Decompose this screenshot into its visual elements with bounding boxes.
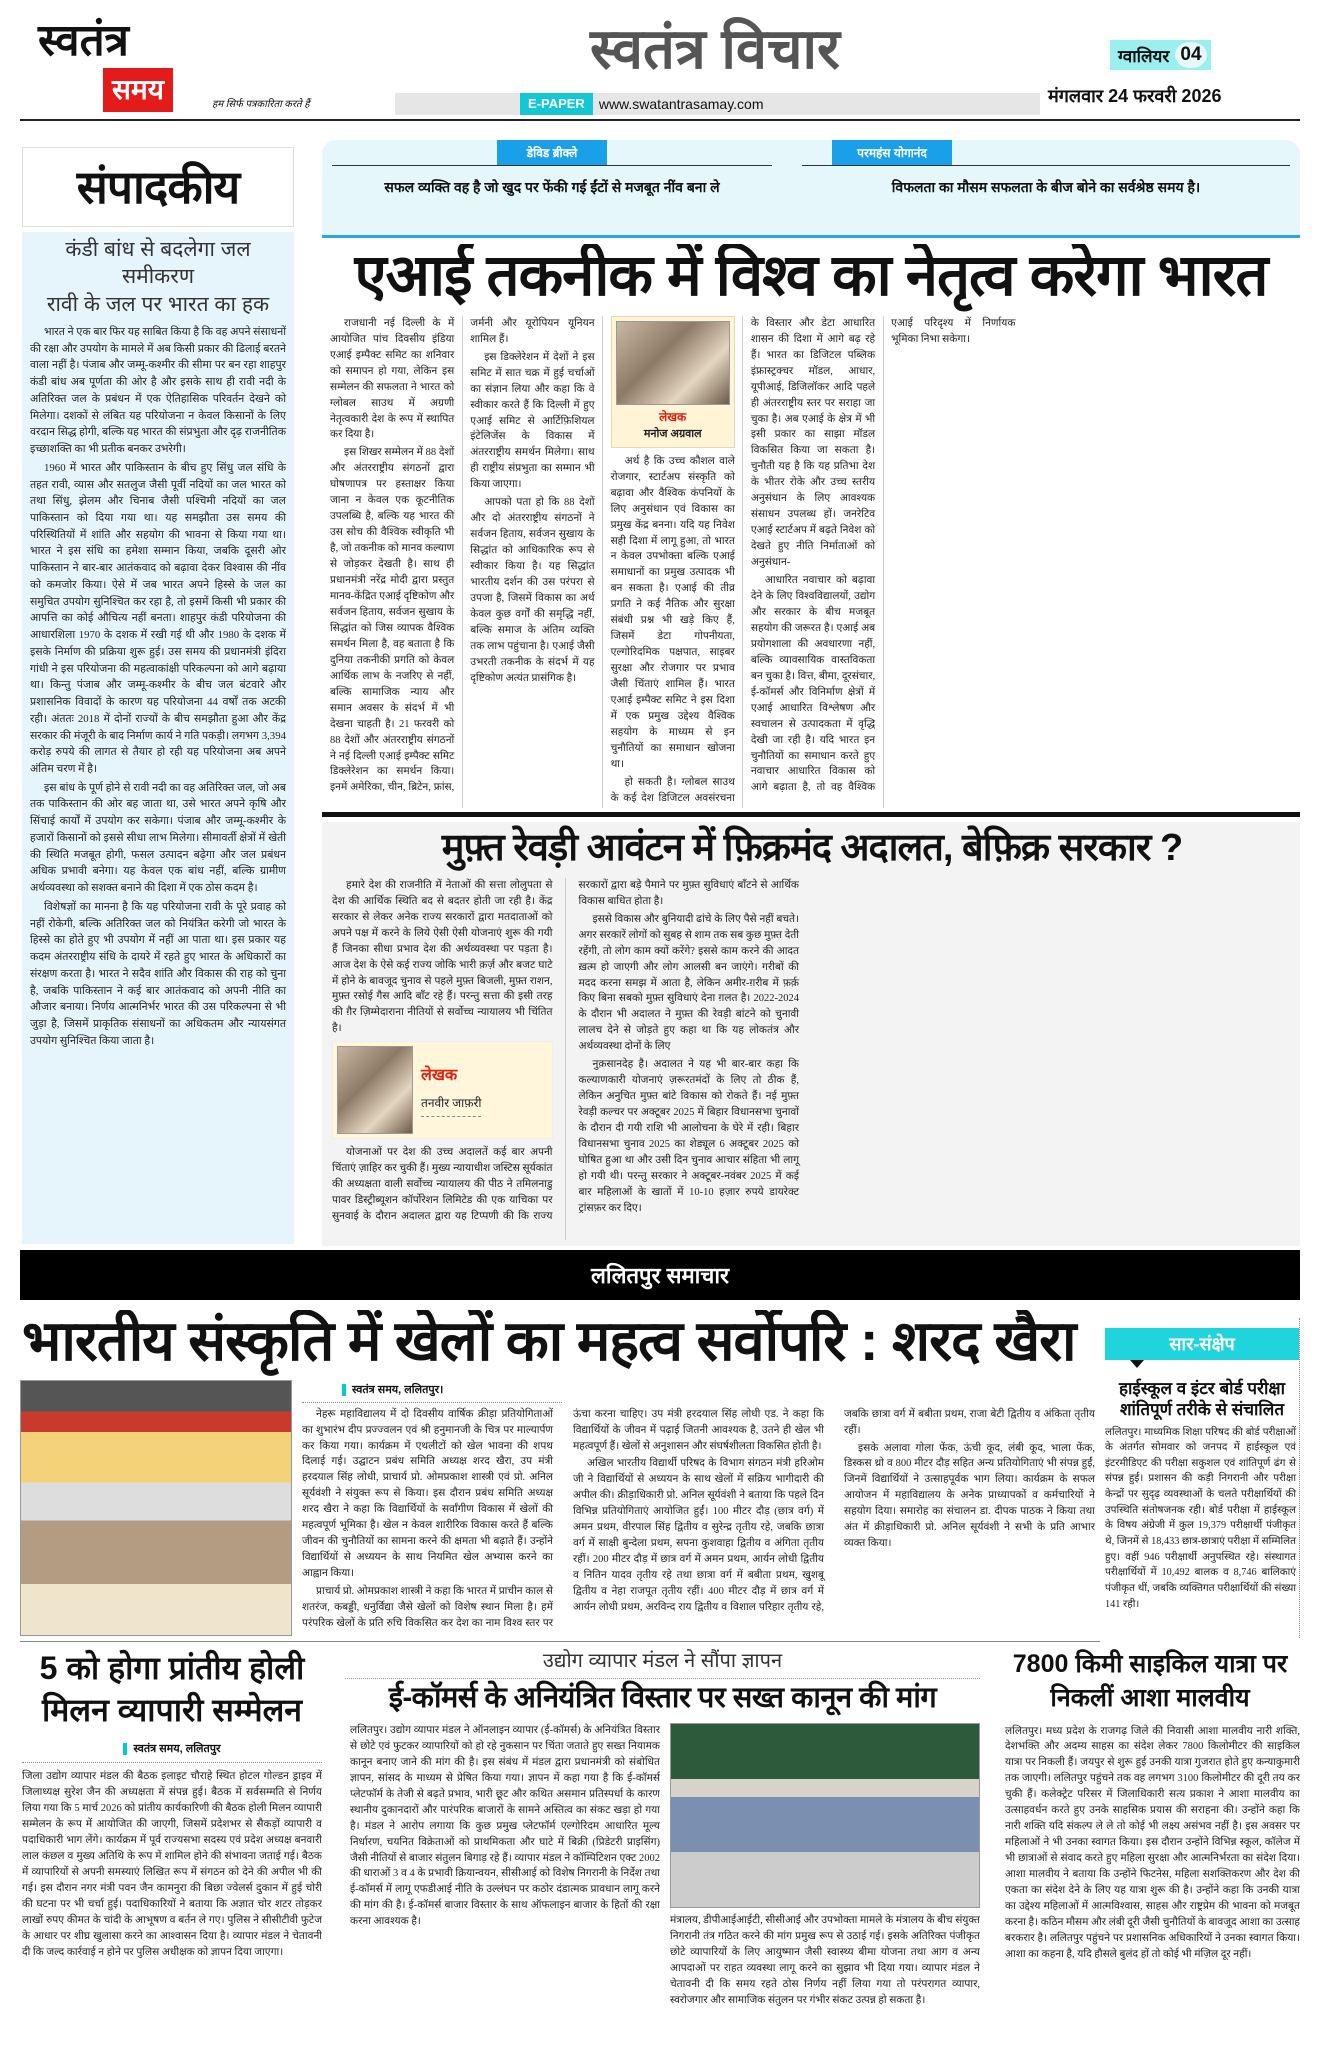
paragraph: हमारे देश की राजनीति में नेताओं की सत्ता लोलुपता से देश की आर्थिक स्थिति बद से बदतर होती जा रही है। केंद्र सरकार से लेकर अनेक राज्य सरकारों द्वारा मतदाताओं को अपने पक्ष में करने के लिये ऐसी ऐसी योजनाएं शुरू की गयी हैं जिनका सीधा प्रभाव देश की अर्थव्यवस्था पर पड़ता है। आज देश के ऐसे कई राज्य जोकि भारी क़र्ज़ और बजट घाटे में होने के बावजूद चुनाव से पहले मुफ़्त बिजली, मुफ़्त राशन, मुफ़्त रसोई गैस आदि बाँट रहे हैं। परन्तु सत्ता की इसी तरह की ग़ैर ज़िम्मेदाराना नीतियों से सर्वोच्च न्यायालय भी चिंतित है। [332, 879, 553, 1035]
quote-text: विफलता का मौसम सफलता के बीज बोने का सर्वश्रेष्ठ समय है। [891, 179, 1201, 195]
ecom-right [670, 1723, 980, 2040]
cycle-article [1000, 1648, 1300, 2040]
ecom-article [345, 1648, 980, 2040]
paragraph: भारत ने एक बार फिर यह साबित किया है कि वह अपने संसाधनों की रक्षा और उपयोग के मामले में अब किसी प्रकार की ढिलाई बरतने वाला नहीं है। पंजाब और जम्मू-कश्मीर की सीमा पर बन रहा शाहपुर कंडी बांध अब पूर्णता की ओर है और इसके साथ ही रावी नदी के अतिरिक्त जल के प्रबंधन में एक ऐतिहासिक परिवर्तन देखने को मिलेगा। दशकों से लंबित यह परियोजना न केवल किसानों के लिए वरदान सिद्ध होगी, बल्कि यह भारत की संप्रभुता और दृढ़ राजनीतिक इच्छाशक्ति का भी प्रतीक बनकर उभरेगी। [30, 325, 286, 456]
masthead [0, 0, 1318, 120]
issue-date: मंगलवार 24 फरवरी 2026 [1048, 86, 1222, 106]
logo-bottom: समय [103, 68, 173, 112]
ecom-kicker: उद्योग व्यापार मंडल ने सौंपा ज्ञापन [345, 1648, 980, 1679]
ai-article-body [330, 316, 1296, 808]
editorial-label-box [22, 147, 294, 227]
paragraph: विशेषज्ञों का मानना है कि यह परियोजना रावी के पूरे प्रवाह को नहीं रोकेगी, बल्कि अतिरिक्त जल को नियंत्रित करेगी जो भारत के हिस्से का होते हुए भी उपयोग में नहीं आ पाता था। इस प्रकार यह कदम अंतरराष्ट्रीय संधि के दायरे में रहते हुए भारत के अधिकारों का संरक्षण करता है। भारत ने सदैव शांति और विकास की राह को चुना है, जबकि पाकिस्तान ने कई बार आतंकवाद को अपनी नीति का औजार बनाया। निर्णय आत्मनिर्भर भारत की उस परिकल्पना से भी जुड़ा है, जिसमें प्राकृतिक संसाधनों का अधिकतम और न्यायसंगत उपयोग सुनिश्चित किया जाता है। [30, 900, 286, 1047]
page-number: 04 [1175, 42, 1206, 68]
brief-column [1105, 1318, 1300, 1638]
sports-article [20, 1310, 1095, 1636]
editorial-headline-1: कंडी बांध से बदलेगा जल समीकरण [65, 238, 251, 289]
ecom-content [345, 1723, 980, 2040]
paragraph: योजनाओं पर देश की उच्च अदालतें कई बार अपनी चिंताएं ज़ाहिर कर चुकी हैं। मुख्य न्यायाधीश जस्टिस सूर्यकांत की अध्यक्षता वाली सर्वोच्च न्यायालय की पीठ ने तमिलनाडु पावर डिस्ट्रीब्यूशन कॉर्पोरेशन लिमिटेड की एक याचिका पर सुनवाई के दौरान अदालत द्वारा यह टिप्पणी की कि राज्य सरकारों द्वारा बड़े पैमाने पर मुफ़्त सुविधाएं बाँटने से आर्थिक विकास बाधित होता है। [332, 879, 799, 1223]
cycle-headline: 7800 किमी साइकिल यात्रा पर निकलीं आशा मालवीय [1012, 1650, 1288, 1712]
section-rule [322, 812, 1300, 817]
holi-byline: स्वतंत्र समय, ललितपुर [123, 1743, 220, 1755]
paragraph: अखिल भारतीय विद्यार्थी परिषद के विभाग संगठन मंत्री हरिओम जी ने विद्यार्थियों से अध्ययन के साथ खेलों में सक्रिय भागीदारी की अपील की। क्रीड़ाधिकारी प्रो. अनिल सूर्यवंशी ने बताया कि पहले दिन विभिन्न प्रतियोगिताएं आयोजित हुईं। 100 मीटर दौड़ (छात्र वर्ग) में अमन प्रथम, वीरपाल सिंह द्वितीय व सुरेन्द्र तृतीय रहे, जबकि छात्रा वर्ग में साक्षी बुन्देला प्रथम, सपना कुशवाहा द्वितीय व अंगिता तृतीय रहीं। 200 मीटर दौड़ में छात्र वर्ग में अमन प्रथम, आर्यन लोधी द्वितीय व नितिन यादव तृतीय रहे तथा छात्रा वर्ग में बबीता प्रथम, खुशबू द्वितीय व नेहा राजपूत तृतीय रहीं। 400 मीटर दौड़ में छात्र वर्ग में आर्यन लोधी प्रथम, अरविन्द राय द्वितीय व विशाल परिहार तृतीय रहे, जबकि छात्रा वर्ग में बबीता प्रथम, राजा बेटी द्वितीय व अंकिता तृतीय रहीं। [573, 1408, 1095, 1614]
ai-article [322, 244, 1300, 808]
brief-text: ललितपुर। माध्यमिक शिक्षा परिषद की बोर्ड परीक्षाओं के अंतर्गत सोमवार को जनपद में हाईस्कूल एवं इंटरमीडिएट की परीक्षा सकुशल एवं शांतिपूर्ण ढंग से संपन्न हुई। प्रशासन की कड़ी निगरानी और परीक्षा केन्द्रों पर सुदृढ़ व्यवस्थाओं के चलते परीक्षार्थियों की उपस्थिति संतोषजनक रही। बोर्ड परीक्षा में हाईस्कूल के विषय अंग्रेजी में कुल 19,379 परीक्षार्थी पंजीकृत थे, जिनमें से 18,433 छात्र-छात्राएं परीक्षा में सम्मिलित हुए। वहीं 946 परीक्षार्थी अनुपस्थित रहे। संस्थागत परीक्षार्थियों में 10,492 बालक व 8,746 बालिकाएं पंजीकृत थीं, जबकि व्यक्तिगत परीक्षार्थियों की संख्या 141 रही। [1105, 1426, 1296, 1610]
paragraph: अर्थ है कि उच्च कौशल वाले रोजगार, स्टार्टअप संस्कृति को बढ़ावा और वैश्विक कंपनियों के लिए अनुसंधान एवं विकास का प्रमुख केंद्र बनना। यदि यह निवेश सही दिशा में लागू हुआ, तो भारत न केवल उपभोक्ता बल्कि एआई समाधानों का प्रमुख उत्पादक भी बन सकता है। एआई की तीव्र प्रगति ने कई नैतिक और सुरक्षा संबंधी प्रश्न भी खड़े किए हैं, जिसमें डेटा गोपनीयता, एल्गोरिदमिक पक्षपात, साइबर सुरक्षा और रोजगार पर प्रभाव जैसी चिंताएं शामिल हैं। भारत एआई इम्पैक्ट समिट ने इस दिशा में एक प्रमुख उद्देश्य वैश्विक सहयोग के माध्यम से इन चुनौतियों का समाधान खोजना था। [610, 455, 735, 770]
paper-title: स्वतंत्र विचार [590, 17, 840, 80]
epaper-bar [395, 93, 1040, 115]
sports-text [302, 1380, 1095, 1636]
holi-article [22, 1648, 322, 2040]
paragraph: इससे विकास और बुनियादी ढांचे के लिए पैसे नहीं बचते। अगर सरकारें लोगों को सुबह से शाम तक सब कुछ मुफ़्त देती रहेंगी, तो लोग काम क्यों करेंगे? इससे काम करने की आदत ख़त्म हो जाएगी और लोग आलसी बन जाएंगे। गरीबों की मदद करना समझ में आता है, लेकिन अमीर-ग़रीब में फ़र्क़ किए बिना सबको मुफ़्त सुविधाएं देना ग़लत है। 2022-2024 के दौरान भी अदालत ने मुफ़्त की रेवड़ी बांटने को चुनावी लालच देने से जोड़ते हुए कहा था कि यह लोकतंत्र और अर्थव्यवस्था दोनों के लिए [578, 913, 799, 1053]
brief-headline: हाईस्कूल व इंटर बोर्ड परीक्षा शांतिपूर्ण तरीके से संचालित [1119, 1379, 1285, 1420]
tagline: हम सिर्फ पत्रकारिता करते हैं [212, 99, 310, 110]
sports-byline-row [302, 1380, 562, 1403]
quote-author: परमहंस योगानंद [832, 140, 952, 165]
ecom-headline: ई-कॉमर्स के अनियंत्रित विस्तार पर सख्त कानून की मांग [388, 1682, 937, 1714]
paragraph: नेहरू महाविद्यालय में दो दिवसीय वार्षिक क्रीड़ा प्रतियोगिताओं का शुभारंभ दीप प्रज्ज्वलन एवं श्री हनुमानजी के चित्र पर माल्यार्पण कर किया गया। कार्यक्रम में एथलीटों को खेल भावना की शपथ दिलाई गई। उद्घाटन प्रबंध समिति अध्यक्ष शरद खैरा, उप मंत्री हरदयाल सिंह लोधी, प्राचार्य प्रो. ओमप्रकाश शास्त्री एवं प्रो. अनिल सूर्यवंशी ने संयुक्त रूप से किया। इस दौरान प्रबंध समिति अध्यक्ष शरद खैरा ने कहा कि विद्यार्थियों के सर्वांगीण विकास में खेलों की महत्वपूर्ण भूमिका है। खेल न केवल शारीरिक विकास करते हैं बल्कि जीवन की चुनौतियों का सामना करने की क्षमता भी बढ़ाते हैं। उन्होंने विद्यार्थियों से अध्ययन के साथ नियमित खेल अभ्यास करने का आह्वान किया। [302, 1408, 553, 1580]
editorial-body [30, 324, 286, 1050]
quote-1 [332, 140, 772, 197]
revdi-author-box [332, 1041, 553, 1139]
author-photo [337, 1046, 413, 1134]
author-photo [616, 321, 730, 405]
revdi-body [332, 878, 1292, 1240]
editorial-label: संपादकीय [76, 160, 240, 213]
sports-headline: भारतीय संस्कृति में खेलों का महत्व सर्वोपरि : शरद खैरा [22, 1310, 1076, 1372]
author-label: लेखक [421, 1066, 458, 1084]
paragraph: इस डिक्लेरेशन में देशों ने इस समिट में सात चक्र में हुई चर्चाओं का संज्ञान लिया और कहा कि वे स्वीकार करते हैं कि दिल्ली में हुए एआई समिट से आर्टिफ़िशियल इंटेलिजेंस के विकास में अंतरराष्ट्रीय समर्थन मिलेगा। साथ ही राष्ट्रीय संप्रभुता का सम्मान भी किया जाएगा। [470, 351, 595, 491]
revdi-headline: मुफ़्त रेवड़ी आवंटन में फ़िक्रमंद अदालत, बेफ़िक्र सरकार ? [441, 827, 1183, 869]
cycle-body: ललितपुर। मध्य प्रदेश के राजगढ़ जिले की निवासी आशा मालवीय नारी शक्ति, देशभक्ति और अदम्य साहस का संदेश लेकर 7800 किलोमीटर की साइकिल यात्रा पर निकली हैं। जयपुर से शुरू हुई उनकी यात्रा गुजरात होते हुए कन्याकुमारी तक जाएगी। ललितपुर पहुंचने तक वह लगभग 3100 किलोमीटर की दूरी तय कर चुकी हैं। कलेक्ट्रेट परिसर में जिलाधिकारी सत्य प्रकाश ने आशा मालवीय का उत्साहवर्धन करते हुए उनके साहसिक प्रयास की सराहना की। उन्होंने कहा कि नारी शक्ति यदि संकल्प ले ले तो कोई भी लक्ष्य असंभव नहीं है। इस अवसर पर महिलाओं ने भी उनका स्वागत किया। इस दौरान उन्होंने विभिन्न स्कूल, कॉलेज में भी छात्राओं से संवाद करते हुए महिला सुरक्षा और आत्मनिर्भरता का संदेश दिया। आशा मालवीय ने बताया कि उन्होंने फिटनेस, महिला सशक्तिकरण और देश की एकता का संदेश देने के लिए यह यात्रा शुरू की है। उन्होंने कहा कि उनकी यात्रा का उद्देश्य महिलाओं में आत्मविश्वास, साहस और राष्ट्रप्रेम की भावना को मजबूत करना है। कठिन मौसम और लंबी दूरी जैसी चुनौतियों के बावजूद आशा का उत्साह बरकरार है। ललितपुर पहुंचने पर प्रशासनिक अधिकारियों ने उनका स्वागत किया। आशा का कहना है, यदि हौसले बुलंद हों तो कोई भी मंज़िल दूर नहीं। [1005, 1725, 1300, 1960]
ecom-body-2: मंत्रालय, डीपीआईआईटी, सीसीआई और उपभोक्ता मामले के मंत्रालय के बीच संयुक्त निगरानी तंत्र गठित करने की मांग प्रमुख रूप से उठाई गई। इसके अतिरिक्त पंजीकृत छोटे व्यापारियों के लिए आयुष्मान जैसी स्वास्थ्य बीमा योजना तथा आग व अन्य आपदाओं पर राहत व्यवस्था लागू करने का सुझाव भी दिया गया। व्यापार मंडल ने चेतावनी दी कि समय रहते ठोस निर्णय नहीं लिया गया तो परंपरागत व्यापार, स्वरोजगार और सामाजिक संतुलन पर गंभीर संकट उत्पन्न हो सकता है। [670, 1914, 980, 2006]
paragraph: आधारित नवाचार को बढ़ावा देने के लिए विश्वविद्यालयों, उद्योग और सरकार के बीच मजबूत सहयोग की जरूरत है। एआई अब प्रयोगशाला की अवधारणा नहीं, बल्कि व्यावसायिक वास्तविकता बन चुका है। वित्त, बीमा, दूरसंचार, ई-कॉमर्स और विनिर्माण क्षेत्रों में एआई आधारित विश्लेषण और स्वचालन से उत्पादकता में वृद्धि देखी जा रही है। यदि भारत इन चुनौतियों का समाधान करते हुए नवाचार आधारित विकास को आगे बढ़ाता है, तो वह वैश्विक एआई परिदृश्य में निर्णायक भूमिका निभा सकेगा। [750, 317, 1016, 794]
paragraph: इसके अलावा गोला फेंक, ऊंची कूद, लंबी कूद, भाला फेंक, डिस्कस थ्रो व 800 मीटर दौड़ सहित अन्य प्रतियोगिताएं भी संपन्न हुईं, जिनमें विद्यार्थियों ने उत्साहपूर्वक भाग लिया। कार्यक्रम के सफल आयोजन में महाविद्यालय के अनेक प्राध्यापकों व कर्मचारियों ने सहयोग दिया। समारोह का संचालन डा. दीपक पाठक ने किया तथा अंत में क्रीड़ाधिकारी प्रो. अनिल सूर्यवंशी ने सभी के प्रति आभार व्यक्त किया। [844, 1442, 1095, 1550]
edition-city: ग्वालियर [1118, 46, 1170, 66]
ecom-body-1: ललितपुर। उद्योग व्यापार मंडल ने ऑनलाइन व्यापार (ई-कॉमर्स) के अनियंत्रित विस्तार से छोटे एवं फुटकर व्यापारियों को हो रहे नुकसान पर चिंता जताते हुए सख्त नियामक कानून बनाए जाने की मांग की है। इस संबंध में मंडल द्वारा प्रधानमंत्री को संबोधित ज्ञापन, सांसद के माध्यम से प्रेषित किया गया। ज्ञापन में कहा गया है कि ई-कॉमर्स प्लेटफॉर्म के तेजी से बढ़ते प्रभाव, भारी छूट और कथित असमान प्रतिस्पर्धा के कारण स्थानीय दुकानदारों और पारंपरिक बाजारों के सामने अस्तित्व का संकट खड़ा हो गया है। मंडल ने आरोप लगाया कि कुछ प्रमुख प्लेटफॉर्म एल्गोरिदम आधारित मूल्य निर्धारण, चयनित विक्रेताओं को प्राथमिकता और घाटे में बिक्री (प्रिडेटरी प्राइसिंग) जैसी नीतियों से बाजार संतुलन बिगाड़ रहे हैं। व्यापार मंडल ने कॉम्पिटिशन एक्ट 2002 की धाराओं 3 व 4 के प्रभावी क्रियान्वयन, सीसीआई को विशेष निगरानी के निर्देश तथा ई-कॉमर्स में लागू एफडीआई नीति के उल्लंघन पर कठोर दंडात्मक प्रावधान लागू करने की मांग की है। ई-कॉमर्स बाजार विस्तार के साथ ऑफलाइन बाजार के हितों की रक्षा करना आवश्यक है। [350, 1724, 660, 1928]
quote-author: डेविड ब्रीक्ले [497, 140, 607, 165]
holi-body: जिला उद्योग व्यापार मंडल की बैठक इलाइट चौराहे स्थित होटल गोल्डन ड्राइव में जिलाध्यक्ष सुरेश जैन की अध्यक्षता में संपन्न हुई। बैठक में सर्वसम्मति से निर्णय लिया गया कि 5 मार्च 2026 को प्रांतीय कार्यकारिणी की बैठक होली मिलन व्यापारी सम्मेलन के रूप में आयोजित की जाएगी, जिसमें प्रदेशभर से सैकड़ों व्यापारी व पदाधिकारी भाग लेंगे। कार्यक्रम में पूर्व राज्यसभा सदस्य एवं प्रदेश अध्यक्ष बनवारी लाल कंछल व मुख्य अतिथि के रूप में शामिल होने की संभावना जताई गई। बैठक में व्यापारियों से अपनी समस्याएं लिखित रूप में संगठन को देने की अपील भी की गई। इस दौरान नगर मंत्री पवन जैन कामनुरा की बिछा ज्वेलर्स दुकान में हुई चोरी की घटना पर भी चर्चा हुई। पदाधिकारियों ने बताया कि अज्ञात चोर शटर तोड़कर लाखों रुपए कीमत के चांदी के आभूषण व बर्तन ले गए। पुलिस ने सीसीटीवी फुटेज के आधार पर शीघ्र खुलासा करने का आश्वासन दिया है। व्यापार मंडल ने चेतावनी दी कि जल्द कार्रवाई न होने पर पुलिस अधीक्षक को ज्ञापन दिया जाएगा। [22, 1771, 322, 1958]
masthead-rule [20, 119, 1300, 121]
revdi-panel [322, 822, 1300, 1246]
brief-label: सार-संक्षेप [1105, 1328, 1299, 1360]
author-name: मनोज अग्रवाल [643, 428, 702, 441]
quote-text: सफल व्यक्ति वह है जो खुद पर फेंकी गई ईंटों से मजबूत नींव बना ले [384, 179, 720, 195]
quotes-box [322, 140, 1300, 238]
author-label: लेखक [659, 409, 687, 424]
sports-content [20, 1380, 1095, 1636]
paragraph: हो सकती है। ग्लोबल साउथ के कई देश डिजिटल अवसंरचना के विस्तार और डेटा आधारित शासन की दिशा में आगे बढ़ रहे हैं। भारत का डिजिटल पब्लिक इंफ्रास्ट्रक्चर मॉडल, आधार, यूपीआई, डिजिलॉकर आदि पहले ही अंतरराष्ट्रीय स्तर पर सराहा जा चुका है। अब एआई के क्षेत्र में भी इसी प्रकार का साझा मॉडल विकसित किया जा सकता है। चुनौती यह है कि यह प्रतिभा देश के भीतर रोके और उच्च स्तरीय अनुसंधान के लिए आवश्यक संसाधन उपलब्ध हों। जनरेटिव एआई स्टार्टअप में बढ़ते निवेश को देखते हुए नीति निर्माताओं को अनुसंधान- [610, 317, 876, 804]
paragraph: 1960 में भारत और पाकिस्तान के बीच हुए सिंधु जल संधि के तहत रावी, व्यास और सतलुज जैसी पूर्वी नदियों का जल भारत को तथा सिंधु, झेलम और चिनाब जैसी पश्चिमी नदियों का जल पाकिस्तान को दिया गया था। यह समझौता उस समय की परिस्थितियों में शांति और सहयोग की भावना से किया गया था। भारत ने इस संधि का हमेशा सम्मान किया, जबकि दूसरी ओर पाकिस्तान ने बार-बार आतंकवाद को बढ़ावा देकर विश्वास की नींव को कमजोर किया। ऐसे में जब भारत अपने हिस्से के जल का समुचित उपयोग सुनिश्चित कर रहा है, तो इसमें किसी भी प्रकार की आपत्ति का कोई औचित्य नहीं बनता। शाहपुर कंडी परियोजना की आधारशिला 1970 के दशक में रखी गई थी और 1980 के दशक में इसके निर्माण की प्रक्रिया शुरू हुई। उस समय की प्रधानमंत्री इंदिरा गांधी ने इस परियोजना की महत्वाकांक्षी परिकल्पना को आगे बढ़ाया था। किन्तु पंजाब और जम्मू-कश्मीर के बीच जल बंटवारे और प्रशासनिक विवादों के कारण यह परियोजना 44 वर्षों तक अटकी रही। अंततः 2018 में दोनों राज्यों के बीच समझौता हुआ और केंद्र सरकार की मंजूरी के बाद निर्माण कार्य ने गति पकड़ी। लगभग 3,394 करोड़ रुपये की लागत से तैयार हो रही यह परियोजना अब अपने अंतिम चरण में है। [30, 461, 286, 775]
holi-byline-row [22, 1731, 322, 1763]
quote-2 [802, 140, 1290, 197]
edition-badge [1110, 40, 1211, 70]
website-link[interactable]: www.swatantrasamay.com [598, 96, 764, 112]
ai-headline: एआई तकनीक में विश्व का नेतृत्व करेगा भारत [354, 244, 1268, 308]
paragraph: राजधानी नई दिल्ली के में आयोजित पांच दिवसीय इंडिया एआई इम्पैक्ट समिट का शनिवार को समापन हो गया, लेकिन इस सम्मेलन की सफलता ने भारत को ग्लोबल साउथ में अग्रणी नेतृत्वकारी देश के रूप में स्थापित कर दिया है। [330, 317, 455, 441]
divider [20, 1641, 1100, 1642]
sports-photo [20, 1380, 292, 1636]
editorial-headline-2: रावी के जल पर भारत का हक [46, 292, 270, 316]
section-banner [20, 1250, 1300, 1300]
paragraph: इस शिखर सम्मेलन में 88 देशों और अंतरराष्ट्रीय संगठनों द्वारा घोषणापत्र पर हस्ताक्षर किया जाना न केवल एक कूटनीतिक उपलब्धि है, बल्कि यह भारत की उस सोच की वैश्विक स्वीकृति भी है, जो तकनीक को मानव कल्याण से जोड़कर देखती है। साथ ही प्रधानमंत्री नरेंद्र मोदी द्वारा प्रस्तुत मानव-केंद्रित एआई दृष्टिकोण और सर्वजन हिताय, सर्वजन सुखाय के सिद्धांत को जिस व्यापक वैश्विक समर्थन मिला है, वह बताता है कि दुनिया तकनीकी प्रगति को केवल आर्थिक लाभ के नजरिए से नहीं, बल्कि सामाजिक न्याय और समान अवसर के संदर्भ में भी देखना चाहती है। 21 फरवरी को 88 देशों और अंतरराष्ट्रीय संगठनों ने नई दिल्ली एआई इम्पैक्ट समिट डिक्लेरेशन का समर्थन किया। इनमें अमेरिका, चीन, ब्रिटेन, फ्रांस, जर्मनी और यूरोपियन यूनियन शामिल हैं। [330, 317, 595, 794]
holi-headline: 5 को होगा प्रांतीय होली मिलन व्यापारी सम्मेलन [39, 1650, 305, 1728]
epaper-label: E-PAPER [520, 93, 593, 115]
sports-body [302, 1407, 1095, 1636]
paragraph: आपको पता हो कि 88 देशों और दो अंतरराष्ट्रीय संगठनों ने सर्वजन हिताय, सर्वजन सुखाय के सिद्धांत को आधिकारिक रूप से स्वीकार किया है। यह सिद्धांत भारतीय दर्शन की उस परंपरा से उपजा है, जिसमें विकास का अर्थ केवल कुछ वर्गों की समृद्धि नहीं, बल्कि समाज के अंतिम व्यक्ति तक लाभ पहुंचाना है। एआई जैसी उभरती तकनीक के संदर्भ में यह दृष्टिकोण अत्यंत प्रासंगिक है। [470, 497, 595, 684]
paragraph: नुक़सानदेह है। अदालत ने यह भी बार-बार कहा कि कल्याणकारी योजनाएं ज़रूरतमंदों के लिए तो ठीक हैं, लेकिन अनुचित मुफ़्त बांटे विकास को रोकते हैं। नई मुफ़्त रेवड़ी कल्चर पर अक्टूबर 2025 में बिहार विधानसभा चुनावों के दौरान दी गयी राशि भी आलोचना के घेरे में रही। बिहार विधानसभा चुनाव 2025 का शेड्यूल 6 अक्टूबर 2025 को घोषित हुआ था और उसी दिन चुनाव आचार संहिता भी लागू हो गयी थी। परन्तु सरकार ने अक्टूबर-नवंबर 2025 में कई बार महिलाओं के खातों में 10-10 हज़ार रुपये डायरेक्ट ट्रांसफ़र कर दिए। [578, 1059, 799, 1214]
sports-byline: स्वतंत्र समय, ललितपुर। [342, 1384, 443, 1396]
paragraph: प्राचार्य प्रो. ओमप्रकाश शास्त्री ने कहा कि भारत में प्राचीन काल से शतरंज, कबड्डी, धनुर्विद्या जैसे खेलों को विशेष स्थान मिला है। हमें परंपरिक खेलों के प्रति रुचि विकसित कर देश का नाम विश्व स्तर पर ऊंचा करना चाहिए। उप मंत्री हरदयाल सिंह लोधी एड. ने कहा कि विद्यार्थियों के जीवन में पढ़ाई जितनी आवश्यक है, उतने ही खेल भी महत्वपूर्ण हैं। खेलों से अनुशासन और संघर्षशीलता विकसित होती है। [302, 1408, 824, 1629]
editorial-panel [22, 232, 294, 1244]
paragraph: इस बांध के पूर्ण होने से रावी नदी का वह अतिरिक्त जल, जो अब तक पाकिस्तान की ओर बह जाता था, उसे भारत अपने कृषि और सिंचाई कार्यों में उपयोग कर सकेगा। पंजाब और जम्मू-कश्मीर के हजारों किसानों को इससे सीधा लाभ मिलेगा। सीमावर्ती क्षेत्रों में खेती की स्थिति मजबूत होगी, फसल उत्पादन बढ़ेगा और जल प्रबंधन अधिक प्रभावी बनेगा। यह केवल एक बांध नहीं, बल्कि ग्रामीण अर्थव्यवस्था को सशक्त बनाने की दिशा में एक ठोस कदम है। [30, 781, 286, 895]
ecom-photo [670, 1723, 980, 1908]
author-name: तनवीर जाफ़री [421, 1094, 481, 1117]
logo-top: स्वतंत्र [38, 16, 129, 65]
section-banner-title: ललितपुर समाचार [590, 1263, 730, 1288]
ai-author-box [611, 316, 735, 448]
brief-pointer-icon [1130, 1360, 1144, 1368]
logo [38, 14, 188, 112]
